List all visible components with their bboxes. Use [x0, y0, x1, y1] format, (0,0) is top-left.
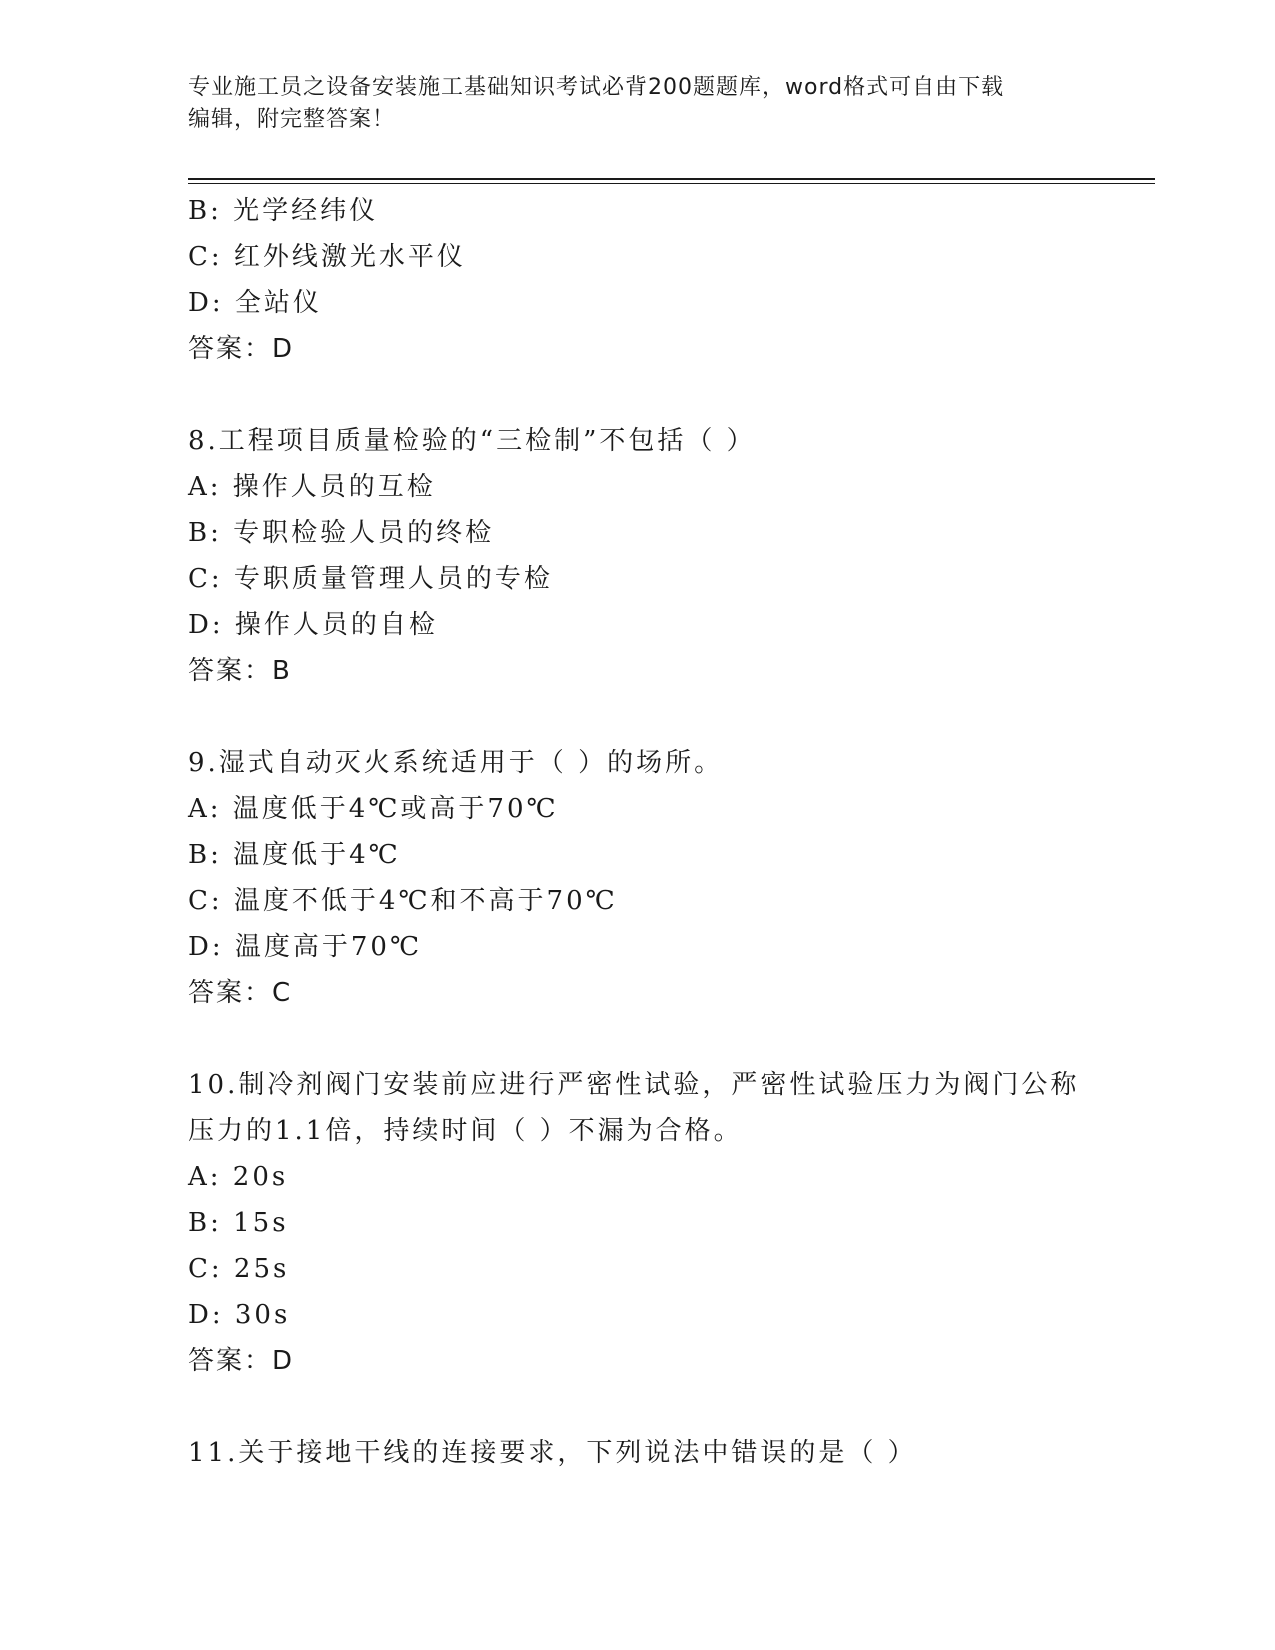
option-b: B: 光学经纬仪 — [188, 196, 379, 226]
option-d: D: 温度高于70℃ — [188, 932, 423, 962]
option-c: C: 红外线激光水平仪 — [188, 242, 466, 272]
header-title-line1: 专业施工员之设备安装施工基础知识考试必背200题题库，word格式可自由下载 — [188, 75, 1005, 100]
answer: 答案：D — [188, 334, 295, 364]
option-d: D: 全站仪 — [188, 288, 322, 318]
option-b: B: 专职检验人员的终检 — [188, 518, 495, 548]
question-7 — [188, 188, 1088, 372]
question-10 — [188, 1062, 1088, 1384]
option-b: B: 15s — [188, 1208, 289, 1238]
option-b: B: 温度低于4℃ — [188, 840, 401, 870]
option-c: C: 专职质量管理人员的专检 — [188, 564, 553, 594]
question-text-line1: 10.制冷剂阀门安装前应进行严密性试验，严密性试验压力为阀门公称 — [188, 1070, 1080, 1100]
answer: 答案：C — [188, 978, 293, 1008]
document-header — [188, 72, 1068, 136]
answer: 答案：D — [188, 1346, 295, 1376]
option-a: A: 20s — [188, 1162, 289, 1192]
option-c: C: 25s — [188, 1254, 290, 1284]
option-d: D: 操作人员的自检 — [188, 610, 438, 640]
answer: 答案：B — [188, 656, 292, 686]
header-divider-thick — [188, 178, 1155, 180]
option-d: D: 30s — [188, 1300, 291, 1330]
header-divider-thin — [188, 183, 1155, 184]
question-text-line2: 压力的1.1倍，持续时间（ ）不漏为合格。 — [188, 1116, 743, 1146]
question-9 — [188, 740, 1088, 1016]
question-text: 11.关于接地干线的连接要求，下列说法中错误的是（ ） — [188, 1438, 917, 1468]
header-title-line2: 编辑，附完整答案！ — [188, 107, 396, 132]
question-text: 9.湿式自动灭火系统适用于（ ）的场所。 — [188, 748, 724, 778]
option-a: A: 温度低于4℃或高于70℃ — [188, 794, 559, 824]
question-8 — [188, 418, 1088, 694]
question-list — [188, 188, 1088, 1476]
question-11 — [188, 1430, 1088, 1476]
option-a: A: 操作人员的互检 — [188, 472, 436, 502]
question-text: 8.工程项目质量检验的“三检制”不包括（ ） — [188, 426, 756, 456]
option-c: C: 温度不低于4℃和不高于70℃ — [188, 886, 618, 916]
